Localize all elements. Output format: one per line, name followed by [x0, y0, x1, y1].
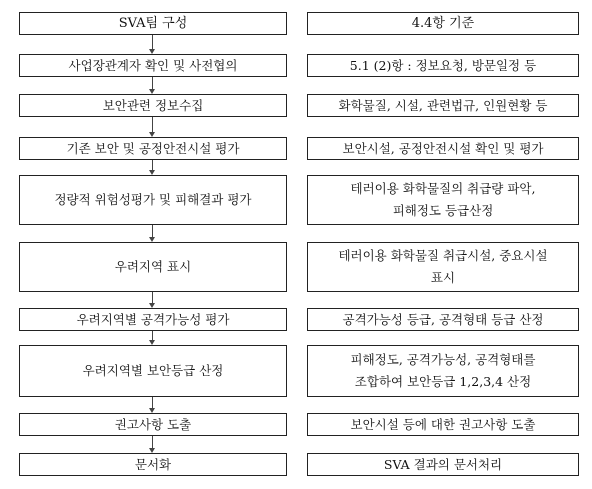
step-6-detail-line-2: 표시: [430, 270, 456, 285]
step-4-detail-box: [307, 137, 579, 160]
step-9-process-label: 권고사항 도출: [114, 416, 192, 432]
step-7-process-box: [19, 308, 287, 331]
step-8-detail-line-1: 피해정도, 공격가능성, 공격형태를: [350, 352, 536, 367]
step-6-process-box: [19, 242, 287, 292]
arrow-2-3: [152, 77, 154, 94]
step-6-detail-line-1: 테러이용 화학물질 취급시설, 중요시설: [338, 248, 548, 263]
arrow-6-7: [152, 292, 154, 308]
step-2-detail-label: 5.1 (2)항 : 정보요청, 방문일정 등: [349, 57, 537, 73]
step-10-process-box: [19, 453, 287, 476]
step-3-process-label: 보안관련 정보수집: [102, 97, 204, 113]
step-9-detail-label: 보안시설 등에 대한 권고사항 도출: [350, 416, 536, 432]
step-8-detail-box: [307, 345, 579, 397]
arrow-7-8: [152, 331, 154, 345]
step-4-detail-label: 보안시설, 공정안전시설 확인 및 평가: [342, 140, 544, 156]
step-2-process-box: [19, 54, 287, 77]
step-2-process-label: 사업장관계자 확인 및 사전협의: [68, 57, 238, 73]
step-2-detail-box: [307, 54, 579, 77]
arrow-8-9: [152, 397, 154, 413]
step-3-detail-box: [307, 94, 579, 117]
step-4-process-box: [19, 137, 287, 160]
step-5-detail-box: [307, 175, 579, 225]
step-6-detail-box: [307, 242, 579, 292]
step-1-process-box: [19, 12, 287, 35]
step-8-process-box: [19, 345, 287, 397]
step-7-process-label: 우려지역별 공격가능성 평가: [76, 311, 230, 327]
step-1-process-label: SVA팀 구성: [118, 15, 188, 31]
arrow-9-10: [152, 436, 154, 453]
step-10-process-label: 문서화: [134, 456, 172, 472]
step-6-process-label: 우려지역 표시: [114, 259, 192, 274]
step-3-detail-label: 화학물질, 시설, 관련법규, 인원현황 등: [338, 97, 548, 113]
arrow-5-6: [152, 225, 154, 242]
step-5-process-label: 정량적 위험성평가 및 피해결과 평가: [54, 192, 252, 207]
step-5-process-box: [19, 175, 287, 225]
step-5-detail-line-2: 피해정도 등급산정: [392, 203, 494, 218]
step-8-detail-line-2: 조합하여 보안등급 1,2,3,4 산정: [354, 374, 532, 389]
step-10-detail-box: [307, 453, 579, 476]
step-10-detail-label: SVA 결과의 문서처리: [383, 456, 503, 472]
step-7-detail-label: 공격가능성 등급, 공격형태 등급 산정: [342, 311, 544, 327]
step-9-detail-box: [307, 413, 579, 436]
step-5-detail-line-1: 테러이용 화학물질의 취급량 파악,: [350, 181, 536, 196]
step-8-process-label: 우려지역별 보안등급 산정: [82, 363, 224, 378]
step-4-process-label: 기존 보안 및 공정안전시설 평가: [66, 140, 240, 156]
step-9-process-box: [19, 413, 287, 436]
step-1-detail-box: [307, 12, 579, 35]
arrow-3-4: [152, 117, 154, 137]
step-7-detail-box: [307, 308, 579, 331]
step-3-process-box: [19, 94, 287, 117]
arrow-4-5: [152, 160, 154, 175]
arrow-1-2: [152, 35, 154, 54]
step-1-detail-label: 4.4항 기준: [411, 15, 475, 31]
